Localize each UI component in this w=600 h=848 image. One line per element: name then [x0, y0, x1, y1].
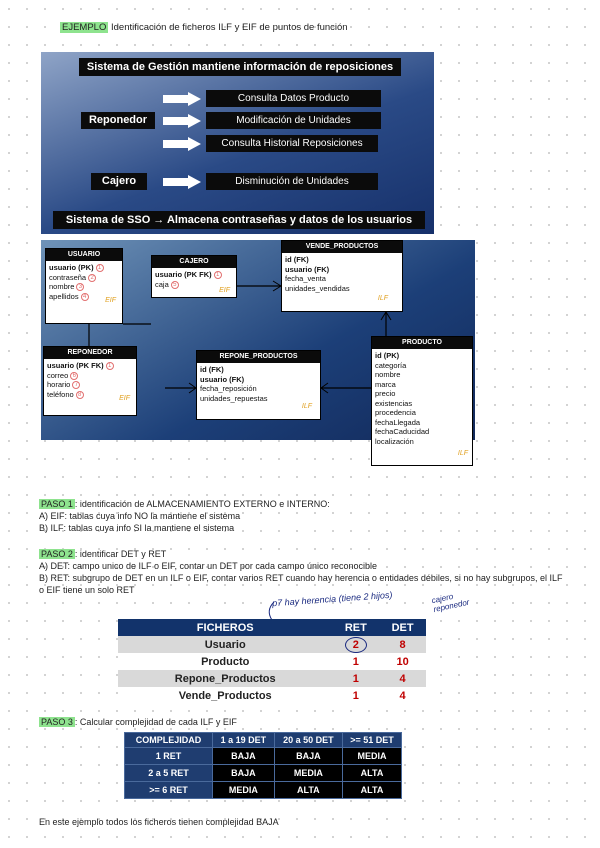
annotation-number: 5 [171, 281, 179, 289]
action-consulta-datos: Consulta Datos Producto [206, 90, 381, 107]
entity-cajero: CAJERO usuario (PK FK) 1 caja 5 EIF [151, 255, 237, 298]
table-row: Repone_Productos 1 4 [118, 670, 426, 687]
arrow-icon [163, 137, 201, 151]
system-slide [41, 52, 434, 234]
paso2-item-b: B) RET: subgrupo de DET en un ILF o EIF, contar varios RET cuando hay herencia o entidades débiles, si no hay subgrupos, el ILF o EIF tiene un solo RET [39, 573, 563, 595]
annotation-number: 6 [70, 372, 78, 380]
action-disminucion: Disminución de Unidades [206, 173, 378, 190]
annotation-number: 1 [214, 271, 222, 279]
entity-repone-productos: REPONE_PRODUCTOS id (FK) usuario (FK) fecha_reposición unidades_repuestas ILF [196, 350, 321, 420]
slide-footer: Sistema de SSO → Almacena contraseñas y datos de los usuarios [53, 211, 425, 229]
entity-producto: PRODUCTO id (PK) categoría nombre marca precio existencias procedencia fechaLlegada fechaCaducidad localización ILF [371, 336, 473, 466]
paso2-section: PASO 2 : identificar DET y RET A) DET: campo unico de ILF o EIF, contar un DET por cada campo único reconocible B) RET: subgrupo de DET en un ILF o EIF, contar varios RET cuando hay herencia o entidades débiles, si no hay subgrupos, el ILF o EIF tiene un solo RET [39, 549, 563, 595]
ilf-tag: ILF [457, 450, 468, 457]
table-row: 1 RET BAJA BAJA MEDIA [125, 748, 402, 765]
table-row: Usuario 2 8 [118, 636, 426, 653]
ilf-tag: ILF [377, 294, 388, 302]
ilf-tag: ILF [301, 402, 312, 410]
circled-value: 2 [345, 637, 367, 653]
table-row: Vende_Productos 1 4 [118, 687, 426, 704]
annotation-number: 3 [76, 283, 84, 291]
annotation-number: 2 [88, 274, 96, 282]
paso1-section: PASO 1 : identificación de ALMACENAMIENTO EXTERNO e INTERNO: A) EIF: tablas cuya info NO la mantiene el sistema B) ILF: tablas cuya info SI la mantiene el sistema [39, 498, 569, 534]
slide-title: Sistema de Gestión mantiene información de reposiciones [79, 58, 401, 76]
annotation-number: 8 [76, 391, 84, 399]
arrow-icon [163, 114, 201, 128]
table-row: >= 6 RET MEDIA ALTA ALTA [125, 782, 402, 799]
paso2-label: PASO 2 [41, 549, 73, 559]
entity-usuario: USUARIO usuario (PK) 1 contraseña 2 nombre 3 apellidos 4 EIF [45, 248, 123, 324]
paso1-item-a: A) EIF: tablas cuya info NO la mantiene el sistema [39, 511, 241, 521]
annotation-number: 1 [96, 264, 104, 272]
entity-vende-productos: VENDE_PRODUCTOS id (FK) usuario (FK) fecha_venta unidades_vendidas ILF [281, 240, 403, 312]
ret-det-table: FICHEROS RET DET Usuario 2 8 Producto 1 10 Repone_Productos 1 4 Vende_Productos 1 4 [118, 619, 426, 704]
arrow-icon [163, 175, 201, 189]
paso1-label: PASO 1 [41, 499, 73, 509]
page-header [60, 22, 348, 34]
conclusion-text: En este ejemplo todos los ficheros tienen complejidad BAJA [39, 817, 279, 827]
annotation-number: 1 [106, 362, 114, 370]
action-modificacion: Modificación de Unidades [206, 112, 381, 129]
page-title: Identificación de ficheros ILF y EIF de puntos de función [108, 22, 348, 33]
paso3-label: PASO 3 [41, 717, 73, 727]
eif-tag: EIF [119, 394, 130, 402]
ejemplo-tag: EJEMPLO [62, 22, 107, 33]
annotation-number: 4 [81, 293, 89, 301]
complexity-table: COMPLEJIDAD 1 a 19 DET 20 a 50 DET >= 51 DET 1 RET BAJA BAJA MEDIA 2 a 5 RET BAJA MEDIA ALTA >= 6 RET MEDIA ALTA ALTA [124, 732, 402, 799]
actor-cajero: Cajero [91, 173, 147, 190]
paso2-item-a: A) DET: campo unico de ILF o EIF, contar un DET por cada campo único reconocible [39, 561, 378, 571]
arrow-icon [163, 92, 201, 106]
entity-reponedor: REPONEDOR usuario (PK FK) 1 correo 6 horario 7 teléfono 8 EIF [43, 346, 137, 416]
handwritten-note: p7 hay herencia (tiene 2 hijos) [271, 589, 393, 609]
eif-tag: EIF [219, 286, 230, 294]
paso3-section: PASO 3 : Calcular complejidad de cada ILF y EIF [41, 717, 237, 727]
paso1-item-b: B) ILF: tablas cuya info SI la mantiene el sistema [39, 523, 235, 533]
er-diagram [41, 240, 475, 457]
action-consulta-historial: Consulta Historial Reposiciones [206, 135, 378, 152]
table-row: 2 a 5 RET BAJA MEDIA ALTA [125, 765, 402, 782]
handwritten-side-note: cajero reponedor [430, 591, 471, 615]
annotation-number: 7 [72, 381, 80, 389]
table-row: Producto 1 10 [118, 653, 426, 670]
eif-tag: EIF [105, 296, 116, 304]
actor-reponedor: Reponedor [81, 112, 155, 129]
